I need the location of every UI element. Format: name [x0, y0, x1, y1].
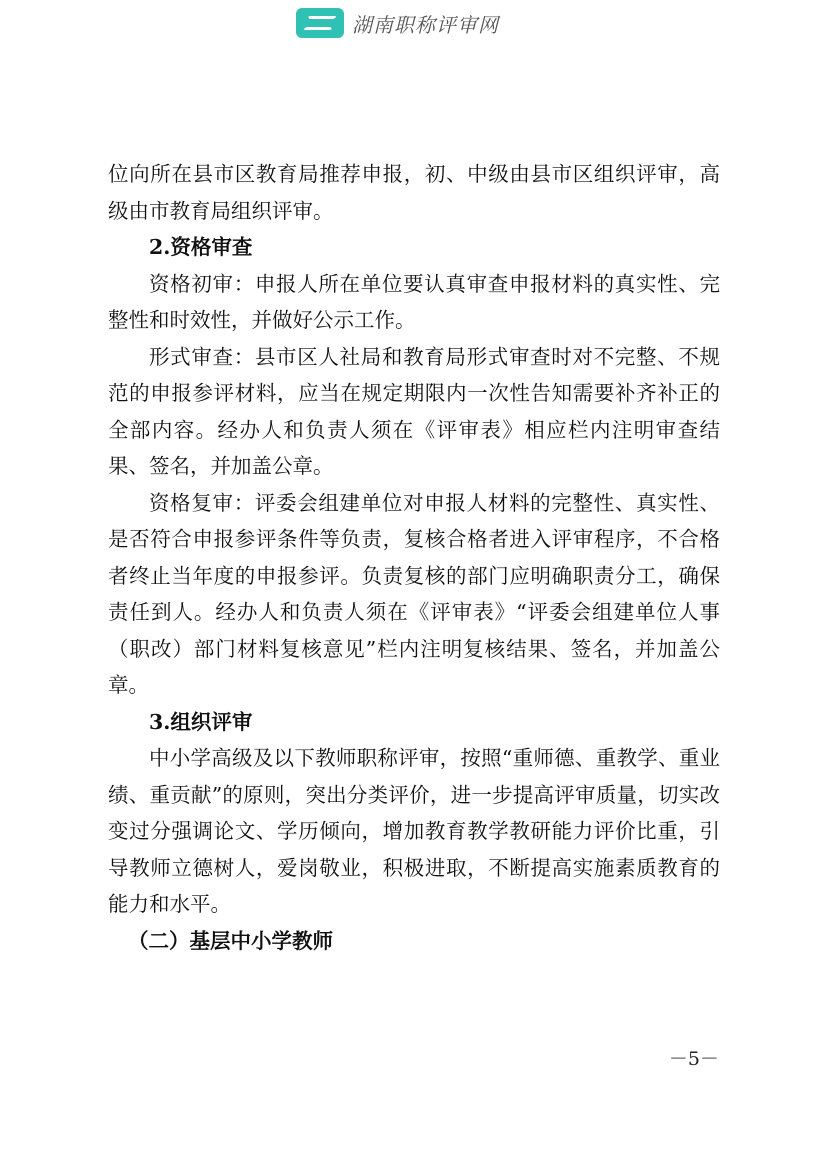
logo-mark-icon	[296, 8, 344, 38]
site-logo	[296, 8, 499, 38]
heading-qualification-review: 2.资格审查	[149, 235, 253, 259]
paragraph-continuation: 位向所在县市区教育局推荐申报，初、中级由县市区组织评审，高级由市教育局组织评审。	[108, 162, 720, 223]
paragraph-review-principles: 中小学高级及以下教师职称评审，按照“重师德、重教学、重业绩、重贡献”的原则，突出分类评价，进一步提高评审质量，切实改变过分强调论文、学历倾向，增加教育教学教研能力评价比重，引导教师立德树人，爱岗敬业，积极进取，不断提高实施素质教育的能力和水平。	[108, 746, 720, 916]
document-body	[108, 156, 720, 959]
page-number: －5－	[668, 1048, 719, 1070]
paragraph-re-review: 资格复审：评委会组建单位对申报人材料的完整性、真实性、是否符合申报参评条件等负责，复核合格者进入评审程序，不合格者终止当年度的申报参评。负责复核的部门应明确职责分工，确保责任到人。经办人和负责人须在《评审表》“评委会组建单位人事（职改）部门材料复核意见”栏内注明复核结果、签名，并加盖公章。	[108, 490, 720, 697]
paragraph-formal-review: 形式审查：县市区人社局和教育局形式审查时对不完整、不规范的申报参评材料，应当在规定期限内一次性告知需要补齐补正的全部内容。经办人和负责人须在《评审表》相应栏内注明审查结果、签名，并加盖公章。	[108, 344, 720, 478]
logo-text: 湖南职称评审网	[352, 12, 499, 37]
section-heading-grassroots-teachers: （二）基层中小学教师	[128, 928, 333, 953]
paragraph-initial-review: 资格初审：申报人所在单位要认真审查申报材料的真实性、完整性和时效性，并做好公示工作。	[108, 271, 720, 332]
heading-organize-review: 3.组织评审	[149, 709, 253, 734]
